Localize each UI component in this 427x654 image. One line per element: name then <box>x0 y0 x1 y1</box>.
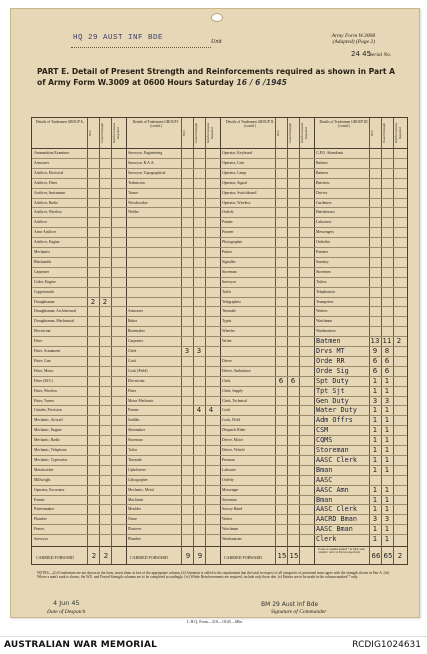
group-a-row-label: Electrician <box>34 329 51 334</box>
group-a-row-label: Artificer, Engine <box>34 240 60 245</box>
serial-value: 24 45 <box>351 50 372 58</box>
handwritten-entry-ps: 1 <box>384 386 390 395</box>
group-divider <box>314 118 315 564</box>
row-line <box>32 534 407 535</box>
handwritten-entry-label: AASC <box>316 475 333 484</box>
unit-value: HQ 29 AUST INF BDE <box>73 34 164 42</box>
handwritten-entry-label: Spt Duty <box>316 376 349 385</box>
group-i-row-label: Motor Mechanic <box>128 398 154 403</box>
group-i-row-label: Woodworker <box>128 200 148 205</box>
row-line <box>32 475 407 476</box>
group-iii-row-label: Barbers <box>316 160 328 165</box>
handwritten-entry-ps: 1 <box>384 505 390 514</box>
subcolumn-header: Posted Strength <box>194 122 198 144</box>
group-ii-row-label: Driver, Motor <box>222 438 244 443</box>
group-ii-row-label: Clerk, Technical <box>222 398 247 403</box>
heading-text: Detail of Present Strength and Reinforcements required as shown in Part A of Army Form W.3009 at 0600 Hours Saturday <box>37 67 396 87</box>
group-ii-row-label: Driver <box>222 358 232 363</box>
group-ii-row-label: Operator, Line <box>222 160 245 165</box>
subcolumn-header: Reinforcements Required <box>300 122 308 144</box>
row-line <box>32 336 407 337</box>
subcolumn-header: Reinforcements Required <box>394 122 402 144</box>
group-i-row-label: Machinist <box>128 497 144 502</box>
group-ii-row-label: Messenger <box>222 487 239 492</box>
handwritten-entry-rr: 2 <box>396 337 402 346</box>
group-divider <box>126 118 127 564</box>
group-i-row-label: Electrician <box>128 378 145 383</box>
group-i-row-label: Surveyor, Engineering <box>128 151 163 155</box>
handwritten-entry-label: Storeman <box>316 446 349 454</box>
punch-hole <box>211 13 223 22</box>
group-iii-row-label: Waiters <box>316 309 328 314</box>
group-ii-row-label: Pioneer <box>222 230 234 235</box>
subcolumn-header: Posted Strength <box>288 122 292 144</box>
handwritten-entry-label: Orde RR <box>316 356 345 365</box>
handwritten-entry-we: 1 <box>372 426 378 435</box>
handwritten-entry-we: 13 <box>370 337 380 346</box>
handwritten-entry-we: 1 <box>372 495 378 504</box>
group-i-row-label: Clerk <box>128 349 137 353</box>
draughtsman-ps: 2 <box>102 297 108 306</box>
group-a-row-label: Fitter (M.T.) <box>34 378 54 383</box>
handwritten-entry-we: 1 <box>372 416 378 425</box>
group-ii-row-label: Tailor <box>222 289 232 294</box>
row-line <box>32 465 407 466</box>
column-divider <box>275 118 276 564</box>
row-line <box>32 306 407 307</box>
group-a-row-label: Coder, Engine <box>34 279 56 284</box>
group-i-row-label: Turner <box>128 190 139 195</box>
group-a-row-label: Metalworker <box>34 467 54 472</box>
group-ii-row-label: Printer <box>222 250 233 254</box>
clerk-g2-ps: 6 <box>290 376 296 385</box>
group-a-row-label: Plumber <box>34 517 47 522</box>
signature: BM 29 Aust Inf Bde <box>261 601 319 608</box>
serial-label: Serial No. <box>369 52 392 58</box>
row-line <box>32 227 407 228</box>
clerk-we: 3 <box>184 347 190 355</box>
handwritten-entry-label: Bman <box>316 465 333 474</box>
group-iii-row-label: Sanitary <box>316 259 329 264</box>
group-ii-row-label: Labourer <box>222 467 236 472</box>
total-c3-ps: 15 <box>289 552 299 560</box>
group-iii-row-label: Telephonists <box>316 289 336 294</box>
subcolumn-header: W.E. <box>370 129 374 137</box>
handwritten-entry-we: 3 <box>372 396 378 405</box>
subcolumn-header: Posted Strength <box>382 122 386 144</box>
handwritten-entry-we: 6 <box>372 356 378 365</box>
handwritten-entry-label: Bman <box>316 495 333 504</box>
group-i-row-label: Fitter <box>128 388 137 393</box>
handwritten-entry-we: 3 <box>372 515 378 524</box>
group-a-row-label: Mechanic, Telephone <box>34 448 67 452</box>
column-divider <box>111 118 112 564</box>
handwritten-entry-we: 1 <box>372 406 378 415</box>
group-i-row-label: Upholsterer <box>128 467 146 472</box>
handwritten-entry-ps: 1 <box>384 426 390 435</box>
handwritten-entry-we: 1 <box>372 485 378 494</box>
handwritten-entry-we: 1 <box>372 465 378 474</box>
handwritten-entry-label: CQMS <box>316 436 333 445</box>
carried-forward-label-1: CARRIED FORWARD <box>36 555 74 560</box>
group-a-row-label: Artificer, Instrument <box>34 190 66 195</box>
handwritten-entry-ps: 3 <box>384 515 390 524</box>
group-i-row-label: Technician <box>128 180 145 185</box>
row-line <box>32 198 407 199</box>
draughtsman-we: 2 <box>90 297 96 306</box>
clerk-g2-we: 6 <box>278 376 284 385</box>
group-a-row-label: Armr Artificer <box>34 230 57 235</box>
col-head-group-iii: Details of Tradesmen GROUP III. (contd.) <box>319 120 369 129</box>
group-ii-row-label: Operator, Switchboard <box>222 190 257 195</box>
group-a-row-label: Fitter, Turner <box>34 398 55 403</box>
group-a-row-label: Fitter <box>34 339 43 344</box>
group-a-row-label: Artificer, Wireless <box>34 210 62 215</box>
archive-name: AUSTRALIAN WAR MEMORIAL <box>4 640 158 650</box>
document-sheet <box>10 8 420 624</box>
group-i-row-label: Cook <box>128 358 137 363</box>
group-a-row-label: Fitter, Armament <box>34 349 60 353</box>
group-ii-row-label: Orderly <box>222 210 234 215</box>
group-ii-row-label: Photographer <box>222 240 243 245</box>
despatch-date-label: Date of Despatch <box>47 609 86 615</box>
subcolumn-header: W.E. <box>276 129 280 137</box>
group-ii-row-label: Operator, Wireless <box>222 200 251 205</box>
column-divider <box>181 118 182 564</box>
group-a-row-label: Draughtsman, Mechanical <box>34 319 75 324</box>
handwritten-entry-label: Batmen <box>316 337 341 346</box>
handwritten-entry-label: Water Duty <box>316 406 357 415</box>
group-iii-row-label: Messengers <box>316 230 334 235</box>
group-a-row-label: Millwright <box>34 477 51 482</box>
total-c4-ps: 65 <box>383 552 393 560</box>
handwritten-entry-label: CSM <box>316 426 329 435</box>
group-iii-row-label: Butchers <box>316 180 330 185</box>
row-line <box>32 326 407 327</box>
subcolumn-header: W.E. <box>182 129 186 137</box>
group-iii-row-label: Watchmen <box>316 319 333 324</box>
group-ii-row-label: Painter <box>222 220 233 225</box>
group-i-row-label: Saddler <box>128 418 140 423</box>
group-ii-row-label: Storeman <box>222 269 237 274</box>
group-a-row-label: Surveyor <box>34 537 48 542</box>
group-a-row-label: Mechanic, Radio <box>34 438 60 443</box>
row-line <box>32 435 407 436</box>
row-line <box>32 237 407 238</box>
total-c3-we: 15 <box>277 552 287 560</box>
group-a-row-label: Carpenter <box>34 269 49 274</box>
group-a-row-label: Printer <box>34 527 45 532</box>
row-line <box>32 485 407 486</box>
group-i-row-label: Surveyor, Topographical <box>128 170 166 175</box>
handwritten-entry-ps: 6 <box>384 366 390 375</box>
group-ii-row-label: Driver, Ambulance <box>222 368 251 373</box>
handwritten-entry-label: AASC Clerk <box>316 505 357 514</box>
group-iii-row-label: Drivers <box>316 190 328 195</box>
handwritten-entry-we: 9 <box>372 347 378 355</box>
cook-ps: 4 <box>196 406 202 415</box>
group-iii-row-label: Batmen <box>316 170 328 175</box>
group-a-row-label: Artificer, Radio <box>34 200 58 205</box>
handwritten-entry-ps: 1 <box>384 406 390 415</box>
group-iii-row-label: G.P.O. Attendants <box>316 151 344 155</box>
carried-forward-label-2: CARRIED FORWARD <box>130 555 168 560</box>
archive-id: RCDIG1024631 <box>352 640 421 650</box>
handwritten-entry-label: AASC Amn <box>316 485 349 494</box>
handwritten-entry-we: 1 <box>372 505 378 514</box>
row-line <box>32 257 407 258</box>
group-divider <box>220 118 221 564</box>
row-line <box>32 386 407 387</box>
group-i-row-label: Plumber <box>128 537 141 542</box>
group-a-row-label: Artificer, Fitter <box>34 180 58 185</box>
handwritten-entry-we: 1 <box>372 436 378 445</box>
unit-label: Unit <box>211 39 222 45</box>
group-iii-row-label: Storemen <box>316 269 331 274</box>
row-line <box>32 178 407 179</box>
group-i-row-label: Tailor <box>128 448 138 452</box>
total-c2-we: 9 <box>185 552 191 560</box>
group-ii-row-label: Waiter <box>222 517 233 522</box>
group-ii-row-label: Clerk <box>222 378 231 383</box>
print-reference: L.H.Q. Form—310—10/45—6Bn. <box>187 619 243 624</box>
group-i-row-label: Bootmaker <box>128 329 145 334</box>
row-line <box>32 425 407 426</box>
group-a-row-label: Armourer <box>34 160 49 165</box>
group-ii-row-label: Storeman <box>222 497 237 502</box>
signature-label: Signature of Commander <box>271 609 327 615</box>
group-ii-row-label: Typist <box>222 319 232 324</box>
row-line <box>32 287 407 288</box>
handwritten-entry-ps: 1 <box>384 485 390 494</box>
group-ii-row-label: Tinsmith <box>222 309 236 314</box>
group-ii-row-label: Writer <box>222 339 232 344</box>
handwritten-entry-ps: 1 <box>384 525 390 534</box>
group-i-row-label: Nurse <box>128 517 138 522</box>
group-ii-row-label: Survey Hand <box>222 507 242 512</box>
column-divider <box>287 118 288 564</box>
group-ii-row-label: Orderly <box>222 477 234 482</box>
cook-rr: 4 <box>208 406 214 415</box>
group-ii-row-label: Operator, Keyboard <box>222 151 253 155</box>
notes-block: NOTES.—(i) If tradesmen are not shown in the form, insert them at foot of the appropriate column. (ii) Attention is called to the requirement that the total in respect of all categories of personnel must agree with the strength shown in Part A. (iii) Where a man's rank is shown, the W.E. and Posted Strength columns are to be completed accordingly. (iv) Whole Reinforcements are required, include only those due. (v) Entries are to be made in the column marked * only. <box>37 571 389 580</box>
row-line <box>32 207 407 208</box>
group-i-row-label: Moulder <box>128 507 142 512</box>
handwritten-entry-we: 1 <box>372 535 378 544</box>
row-line <box>32 188 407 189</box>
group-iii-row-label: Orderlies <box>316 240 331 245</box>
group-a-row-label: Blacksmith <box>34 259 52 264</box>
column-divider <box>193 118 194 564</box>
total-c2-ps: 9 <box>197 552 203 560</box>
subcolumn-header: Posted Strength <box>100 122 104 144</box>
group-iii-row-label: Tailors <box>316 279 327 284</box>
handwritten-entry-we: 1 <box>372 455 378 464</box>
group-i-row-label: Shoemaker <box>128 428 146 433</box>
row-line <box>32 396 407 397</box>
row-line <box>32 168 407 169</box>
group-ii-row-label: Despatch Rider <box>222 428 246 433</box>
carried-forward-label-3: CARRIED FORWARD <box>224 555 262 560</box>
group-ii-row-label: Wheeler <box>222 329 235 334</box>
group-i-row-label: Carpenter <box>128 339 143 344</box>
group-a-row-label: Mechanic, Engine <box>34 428 62 433</box>
part-e-heading <box>37 66 397 88</box>
form-number-line: Army Form W.3008 <box>331 33 375 39</box>
group-ii-row-label: Fireman <box>222 457 235 462</box>
group-ii-row-label: Driver, Vehicle <box>222 448 245 452</box>
group-ii-row-label: Wardsmaster <box>222 537 242 542</box>
group-ii-row-label: Clerk, Supply <box>222 388 244 393</box>
group-ii-row-label: Telegraphist <box>222 299 241 304</box>
handwritten-entry-ps: 1 <box>384 436 390 445</box>
totals-note: Totals of columns marked * in Table with column 1 and 2 of Part A respectively <box>318 548 365 555</box>
group-i-row-label: Armourer <box>128 309 143 314</box>
subcolumn-header: Reinforcements Required <box>112 122 120 144</box>
total-c1-we: 2 <box>91 552 97 560</box>
group-i-row-label: Mechanic, Metal <box>128 487 154 492</box>
handwritten-entry-ps: 1 <box>384 416 390 425</box>
group-ii-row-label: Signaller <box>222 259 236 264</box>
group-a-row-label: Grinder, Precision <box>34 408 62 413</box>
form-number-line: (Adapted) (Page 2) <box>332 39 375 45</box>
handwritten-entry-label: AASC Clerk <box>316 455 357 464</box>
group-i-row-label: Baker <box>128 319 138 324</box>
group-iii-row-label: Hairdressers <box>316 210 335 215</box>
column-divider <box>299 118 300 564</box>
group-i-row-label: Cook (Field) <box>128 368 148 373</box>
clerk-ps: 3 <box>196 347 202 355</box>
total-c1-ps: 2 <box>103 552 109 560</box>
group-a-row-label: Fitter, Motor <box>34 368 54 373</box>
handwritten-entry-label: Tpt Sjt <box>316 386 345 395</box>
group-a-row-label: Mechanist <box>34 250 50 254</box>
group-i-row-label: Storeman <box>128 438 143 443</box>
handwritten-entry-we: 6 <box>372 366 378 375</box>
handwritten-entry-label: Orde Sig <box>316 366 349 375</box>
col-head-group-a: Details of Tradesmen GROUP A. <box>36 120 84 124</box>
group-a-row-label: Fitter, Wireless <box>34 388 58 393</box>
group-a-row-label: Fitter, Gun <box>34 358 51 363</box>
handwritten-entry-label: Drvs MT <box>316 347 345 355</box>
handwritten-entry-label: AASC Bman <box>316 525 353 534</box>
group-iii-row-label: Labourers <box>316 220 332 225</box>
despatch-date: 4 Jun 45 <box>53 599 80 607</box>
handwritten-entry-ps: 1 <box>384 376 390 385</box>
group-i-row-label: Welder <box>128 210 139 215</box>
group-ii-row-label: Operator, Lamp <box>222 170 247 175</box>
row-line <box>32 376 407 377</box>
handwritten-entry-label: Adm Offrs <box>316 416 353 425</box>
handwritten-entry-ps: 1 <box>384 446 390 454</box>
group-ii-row-label: Watchman <box>222 527 239 532</box>
row-line <box>32 445 407 446</box>
group-a-row-label: Draughtsman <box>34 299 55 304</box>
group-a-row-label: Mechanic, Aircraft <box>34 418 63 423</box>
row-line <box>32 356 407 357</box>
group-i-row-label: Lithographer <box>128 477 148 482</box>
handwritten-entry-label: Clerk <box>316 535 337 544</box>
group-ii-row-label: Cook, Field <box>222 418 240 423</box>
group-a-row-label: Patternmaker <box>34 507 55 512</box>
total-c4-we: 66 <box>371 552 381 560</box>
group-iii-row-label: Trumpeters <box>316 299 334 304</box>
group-a-row-label: Draughtsman, Architectural <box>34 309 77 314</box>
row-line <box>32 346 407 347</box>
handwritten-entry-ps: 6 <box>384 356 390 365</box>
strength-table <box>31 117 408 565</box>
group-i-row-label: Plasterer <box>128 527 142 532</box>
handwritten-entry-label: AACRD Bman <box>316 515 357 524</box>
handwritten-entry-ps: 1 <box>384 465 390 474</box>
group-a-row-label: Coppersmith <box>34 289 54 294</box>
col-head-group-i: Details of Tradesmen GROUP I. (contd.) <box>132 120 180 129</box>
col-head-group-ii: Details of Tradesmen GROUP II. (contd.) <box>226 120 274 129</box>
group-a-row-label: Mechanic, Typewriter <box>34 457 68 462</box>
heading-date: 16 / 6 /1945 <box>236 78 287 87</box>
group-ii-row-label: Operator, Signal <box>222 180 247 185</box>
column-divider <box>99 118 100 564</box>
handwritten-entry-we: 1 <box>372 525 378 534</box>
handwritten-entry-ps: 1 <box>384 495 390 504</box>
group-a-row-label: Artificer, Electrical <box>34 170 64 175</box>
group-i-row-label: Surveyor, R.A.A. <box>128 160 155 165</box>
part-label: PART E. <box>37 67 70 76</box>
group-iii-row-label: Wardmasters <box>316 329 336 334</box>
column-divider <box>205 118 206 564</box>
subcolumn-header: Reinforcements Required <box>206 122 214 144</box>
group-i-row-label: Painter <box>128 408 139 413</box>
handwritten-entry-we: 1 <box>372 446 378 454</box>
row-line <box>32 316 407 317</box>
handwritten-entry-ps: 3 <box>384 396 390 405</box>
handwritten-entry-ps: 1 <box>384 535 390 544</box>
group-iii-row-label: Gardeners <box>316 200 332 205</box>
column-divider <box>87 118 88 564</box>
handwritten-entry-label: Gen Duty <box>316 396 349 405</box>
group-i-row-label: Tinsmith <box>128 457 142 462</box>
row-line <box>32 247 407 248</box>
form-number <box>332 33 375 45</box>
group-iii-row-label: Painters <box>316 250 329 254</box>
group-ii-row-label: Surveyor <box>222 279 236 284</box>
group-a-row-label: Operator, Excavator <box>34 487 65 492</box>
group-a-row-label: Artificer <box>34 220 48 225</box>
total-c4-rr: 2 <box>397 552 403 560</box>
subcolumn-header: W.E. <box>88 129 92 137</box>
handwritten-entry-we: 1 <box>372 376 378 385</box>
handwritten-entry-ps: 1 <box>384 455 390 464</box>
handwritten-entry-we: 1 <box>372 386 378 395</box>
row-line <box>32 267 407 268</box>
row-line <box>32 217 407 218</box>
row-line <box>32 366 407 367</box>
handwritten-entry-ps: 8 <box>384 347 390 355</box>
group-a-row-label: Ammunition Examiner <box>34 151 70 155</box>
row-line <box>32 277 407 278</box>
group-ii-row-label: Cook <box>222 408 231 413</box>
row-line <box>32 495 407 496</box>
archive-caption-bar <box>0 636 427 654</box>
row-line <box>32 158 407 159</box>
handwritten-entry-ps: 11 <box>382 337 392 346</box>
group-a-row-label: Painter <box>34 497 45 502</box>
